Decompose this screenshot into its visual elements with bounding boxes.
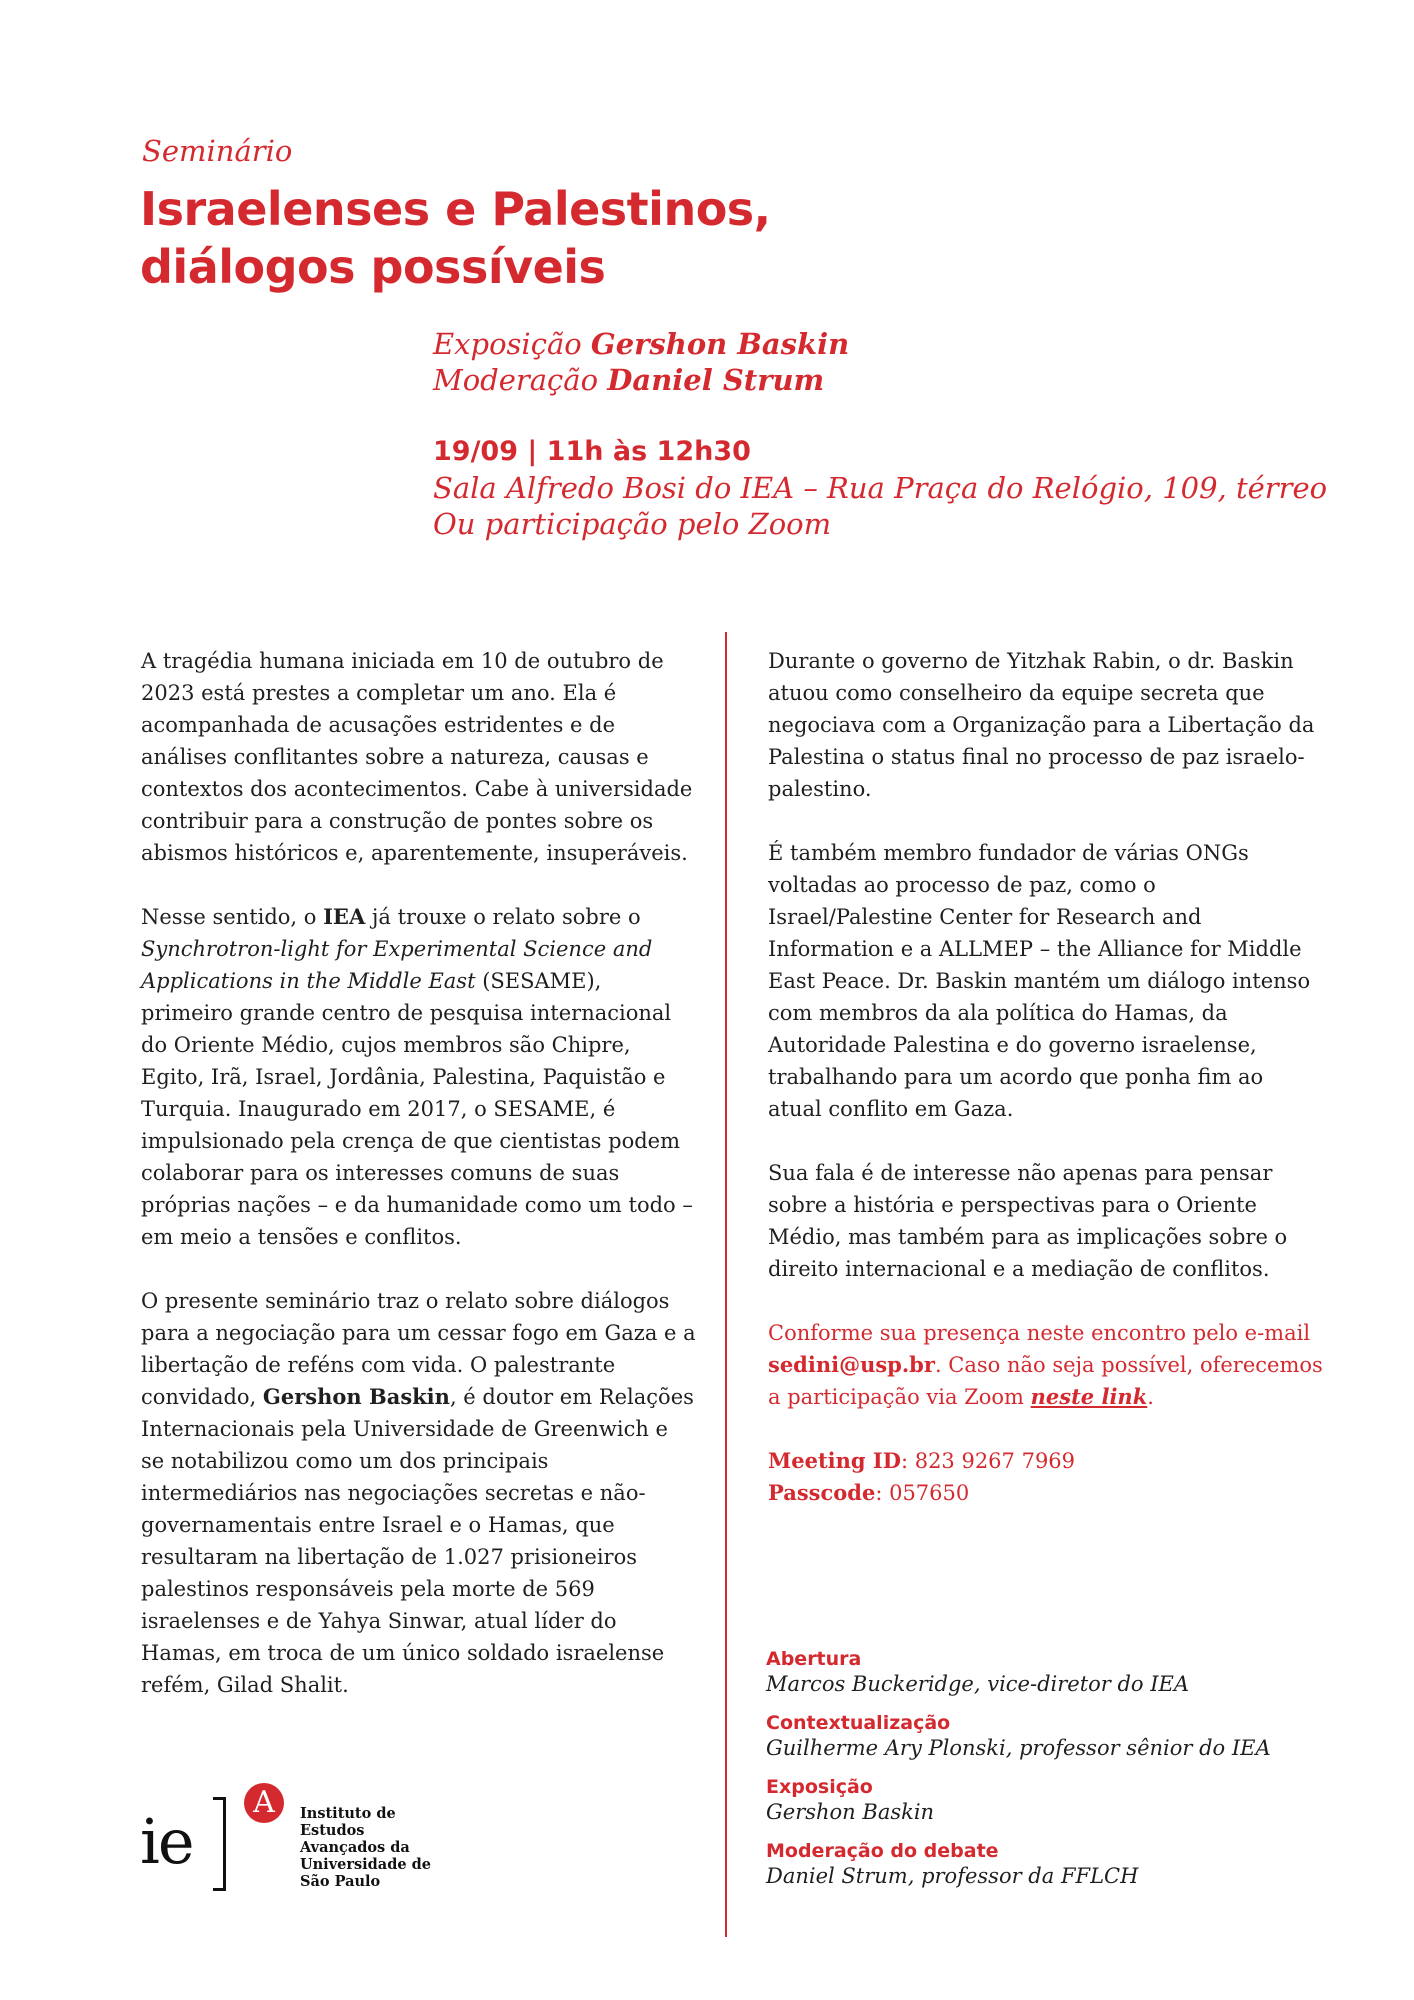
moderation-speaker: Daniel Strum	[607, 363, 825, 397]
title-line-1: Israelenses e Palestinos,	[140, 182, 771, 236]
interest-paragraph: Sua fala é de interesse não apenas para pensar sobre a história e perspectivas para o Oriente Médio, mas também para as implicações sobre o direito internacional e a mediação de conflitos.	[768, 1161, 1288, 1281]
right-column	[768, 645, 1323, 1509]
sesame-paragraph	[141, 901, 696, 1253]
page-title	[140, 180, 1040, 296]
event-location: Sala Alfredo Bosi do IEA – Rua Praça do Relógio, 109, térreo	[433, 471, 1328, 505]
program-role: Exposição	[766, 1776, 873, 1798]
passcode-value: : 057650	[875, 1481, 970, 1505]
exposition-label: Exposição	[433, 327, 582, 361]
text-span: O presente seminário traz o relato sobre diálogos para a negociação para um cessar fogo em Gaza e a libertação de reféns com vida. O palestrante convidado,	[141, 1289, 696, 1409]
program-person: Marcos Buckeridge, vice-diretor do IEA	[766, 1672, 1190, 1696]
meeting-id-value: : 823 9267 7969	[900, 1449, 1076, 1473]
program-item	[766, 1776, 1366, 1826]
logo-text-line: Universidade de	[300, 1856, 431, 1873]
zoom-credentials	[768, 1445, 1323, 1509]
iea-logo	[140, 1783, 460, 1893]
text-span: Conforme sua presença neste encontro pelo e-mail	[768, 1321, 1311, 1345]
seminar-paragraph	[141, 1285, 696, 1701]
event-type-label: Seminário	[142, 134, 293, 168]
program-item	[766, 1712, 1366, 1762]
exposition-speaker: Gershon Baskin	[590, 327, 850, 361]
event-details	[433, 434, 1327, 542]
speaker-name: Gershon Baskin	[262, 1384, 450, 1409]
zoom-link[interactable]: neste link	[1030, 1384, 1148, 1409]
program-role: Moderação do debate	[766, 1840, 999, 1862]
program-item	[766, 1648, 1366, 1698]
text-span: Nesse sentido, o	[141, 905, 324, 929]
program-item	[766, 1840, 1366, 1890]
exposition-credit	[433, 326, 849, 362]
logo-bracket	[213, 1797, 226, 1891]
logo-institution-name	[300, 1805, 460, 1890]
text-span: (SESAME), primeiro grande centro de pesquisa internacional do Oriente Médio, cujos membros são Chipre, Egito, Irã, Israel, Jordânia, Palestina, Paquistão e Turquia. Inaugurado em 2017, o SESAME, é impulsionado pela crença de que cientistas podem colaborar para os interesses comuns de suas próprias nações – e da humanidade como um todo – em meio a tensões e conflitos.	[141, 969, 693, 1249]
intro-paragraph: A tragédia humana iniciada em 10 de outubro de 2023 está prestes a completar um ano. Ela é acompanhada de acusações estridentes e de análises conflitantes sobre a natureza, causas e contextos dos acontecimentos. Cabe à universidade contribuir para a construção de pontes sobre os abismos históricos e, aparentemente, insuperáveis.	[141, 649, 693, 865]
iea-mention: IEA	[323, 904, 366, 929]
sesame-full-name: Synchrotron-light for Experimental Science and Applications in the Middle East	[141, 937, 653, 993]
program-person: Gershon Baskin	[766, 1800, 935, 1824]
column-divider	[725, 632, 727, 1937]
program-person: Daniel Strum, professor da FFLCH	[766, 1864, 1139, 1888]
passcode-label: Passcode	[768, 1480, 876, 1505]
program-role: Abertura	[766, 1648, 862, 1670]
left-column	[141, 645, 696, 1733]
moderation-credit	[433, 362, 849, 398]
title-line-2: diálogos possíveis	[140, 240, 606, 294]
rsvp-paragraph	[768, 1317, 1323, 1413]
rsvp-email-link[interactable]: sedini@usp.br	[768, 1352, 935, 1377]
text-span: já trouxe o relato sobre o	[365, 905, 641, 929]
text-span: . Caso não seja possível, oferecemos a participação via Zoom	[768, 1353, 1323, 1409]
text-span: , é doutor em Relações Internacionais pela Universidade de Greenwich e se notabilizou como um dos principais intermediários nas negociações secretas e não-governamentais entre Israel e o Hamas, que resultaram na libertação de 1.027 prisioneiros palestinos responsáveis pela morte de 569 israelenses e de Yahya Sinwar, atual líder do Hamas, em troca de um único soldado israelense refém, Gilad Shalit.	[141, 1385, 694, 1697]
logo-text-line: São Paulo	[300, 1873, 381, 1890]
event-online: Ou participação pelo Zoom	[433, 507, 832, 541]
event-date-time: 19/09 | 11h às 12h30	[433, 436, 751, 467]
speaker-credits	[433, 326, 849, 398]
ngo-paragraph: É também membro fundador de várias ONGs voltadas ao processo de paz, como o Israel/Palestine Center for Research and Information e a ALLMEP – the Alliance for Middle East Peace. Dr. Baskin mantém um diálogo intenso com membros da ala política do Hamas, da Autoridade Palestina e do governo israelense, trabalhando para um acordo que ponha fim ao atual conflito em Gaza.	[768, 841, 1311, 1121]
program-role: Contextualização	[766, 1712, 951, 1734]
meeting-id-label: Meeting ID	[768, 1448, 901, 1473]
logo-mark: ie	[140, 1805, 193, 1878]
logo-text-line: Avançados da	[300, 1839, 410, 1856]
program-person: Guilherme Ary Plonski, professor sênior do IEA	[766, 1736, 1271, 1760]
text-span: .	[1147, 1385, 1154, 1409]
moderation-label: Moderação	[433, 363, 599, 397]
rabin-paragraph: Durante o governo de Yitzhak Rabin, o dr. Baskin atuou como conselheiro da equipe secreta que negociava com a Organização para a Libertação da Palestina o status final no processo de paz israelo-palestino.	[768, 649, 1315, 801]
logo-circle-icon: A	[244, 1783, 284, 1823]
logo-text-line: Estudos	[300, 1822, 365, 1839]
program-list	[766, 1648, 1366, 1904]
logo-text-line: Instituto de	[300, 1805, 396, 1822]
